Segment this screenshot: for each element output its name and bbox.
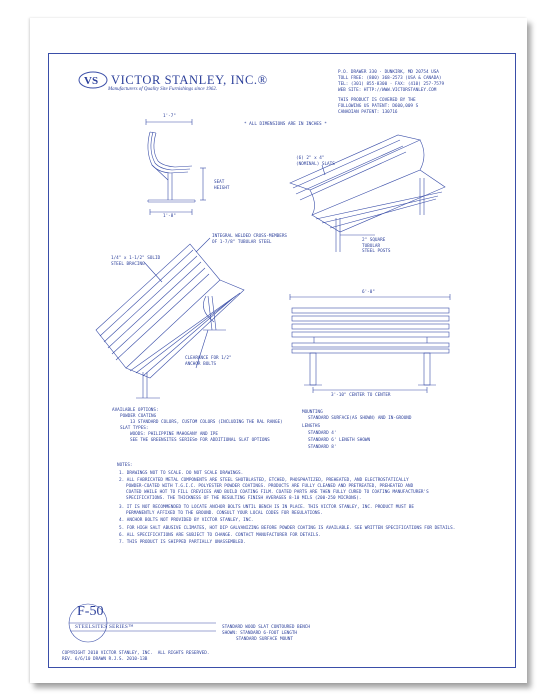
contact-web[interactable]: WEB SITE: HTTP://WWW.VICTORSTANLEY.COM: [338, 88, 437, 93]
note-5: 5. FOR HIGH SALT ABUSIVE CLIMATES, HOT DIP GALVANIZING BEFORE POWDER COATING IS AVAILABLE. SEE WRITTEN SPECIFICATIONS FOR DETAILS.: [119, 526, 456, 531]
seat-height-label: SEAT HEIGHT: [214, 180, 230, 191]
note-2c: COATED WHILE HOT TO FILL CREVICES AND BUILD COATING FILM. COATED PARTS ARE THEN FULLY CURED TO COATING MANUFACTURER'S: [126, 490, 429, 495]
product-series: STEELSITES SERIES™: [75, 624, 134, 630]
notes-title: NOTES:: [117, 463, 133, 468]
description-line-2: SHOWN: STANDARD 6-FOOT LENGTH: [222, 631, 298, 636]
options-line-1: POWDER COATING: [120, 414, 157, 419]
company-tagline: Manufacturers of Quality Site Furnishings since 1962.: [108, 87, 218, 92]
options-line-4: WOODS: PHILIPPINE MAHOGANY AND IPE: [130, 432, 218, 437]
side-base-dimension: 1'-8": [163, 214, 176, 219]
side-view-drawing: [146, 119, 206, 215]
company-logo-icon: [79, 72, 107, 88]
front-view-drawing: [290, 294, 450, 393]
dimensions-note: * ALL DIMENSIONS ARE IN INCHES *: [244, 122, 327, 127]
note-4: 4. ANCHOR BOLTS NOT PROVIDED BY VICTOR STANLEY, INC.: [119, 518, 254, 523]
posts-label: 2" SQUARE TUBULAR STEEL POSTS: [362, 238, 391, 255]
copyright-text: COPYRIGHT 2010 VICTOR STANLEY, INC. ALL RIGHTS RESERVED.: [62, 651, 210, 656]
note-7: 7. THIS PRODUCT IS SHIPPED PARTIALLY UNASSEMBLED.: [119, 540, 246, 545]
company-name: VICTOR STANLEY, INC.®: [111, 73, 268, 87]
note-1: 1. DRAWINGS NOT TO SCALE. DO NOT SCALE DRAWINGS.: [119, 471, 244, 476]
perspective-view-drawing: [290, 135, 445, 252]
note-3a: 3. IT IS NOT RECOMMENDED TO LOCATE ANCHOR BOLTS UNTIL BENCH IS IN PLACE. THIS VICTOR STANLEY, INC. PRODUCT MUST BE: [119, 505, 414, 510]
description-line-3: STANDARD SURFACE MOUNT: [236, 637, 293, 642]
model-number: F-50: [77, 604, 104, 619]
slats-label: (6) 2" x 4" (NOMINAL) SLATS: [296, 156, 335, 167]
note-2b: POWDER-COATED WITH T.G.I.C. POLYESTER POWDER COATINGS. PRODUCTS ARE FULLY CLEANED AND PRETREATED, PREHEATED AND: [126, 484, 414, 489]
contact-toll-free: TOLL FREE: (800) 368-2573 (USA & CANADA): [338, 76, 442, 81]
revision-text: REV. 6/6/10 DRAWN R.J.S. 2010-13B: [62, 657, 148, 662]
cross-members-label: INTEGRAL WELDED CROSS-MEMBERS OF 1-7/8" TUBULAR STEEL: [212, 234, 288, 245]
note-3b: PERMANENTLY AFFIXED TO THE GROUND. CONSULT YOUR LOCAL CODES FOR REGULATIONS.: [126, 511, 323, 516]
note-2a: 2. ALL FABRICATED METAL COMPONENTS ARE STEEL SHOTBLASTED, ETCHED, PHOSPHATIZED, PREHEATED, AND ELECTROSTATICALLY: [119, 478, 409, 483]
front-center-dimension: 3'-10" CENTER TO CENTER: [331, 393, 391, 398]
svg-text:VS: VS: [84, 75, 99, 87]
bracing-label: 1/4" x 1-1/2" SOLID STEEL BRACING: [111, 256, 161, 267]
front-width-dimension: 6'-0": [362, 290, 375, 295]
length-6ft: STANDARD 6' LENGTH SHOWN: [308, 438, 371, 443]
lengths-title: LENGTHS: [302, 424, 321, 429]
patent-line-3: CANADIAN PATENT: 130716: [338, 110, 398, 115]
mounting-title: MOUNTING: [302, 410, 323, 415]
length-4ft: STANDARD 4': [308, 431, 337, 436]
options-title: AVAILABLE OPTIONS:: [112, 408, 159, 413]
side-width-dimension: 1'-7": [163, 114, 176, 119]
length-8ft: STANDARD 8': [308, 445, 337, 450]
options-line-5: SEE THE GREENSITES SERIES® FOR ADDITIONAL SLAT OPTIONS: [130, 438, 270, 443]
mounting-line-1: STANDARD SURFACE(AS SHOWN) AND IN-GROUND: [308, 416, 412, 421]
options-line-3: SLAT TYPES:: [120, 426, 149, 431]
patent-line-1: THIS PRODUCT IS COVERED BY THE: [338, 98, 416, 103]
clearance-label: CLEARANCE FOR 1/2" ANCHOR BOLTS: [185, 356, 232, 367]
patent-line-2: FOLLOWING US PATENT: D600,009 S: [338, 104, 419, 109]
contact-address: P.O. DRAWER 330 · DUNKIRK, MD 20754 USA: [338, 70, 439, 75]
description-line-1: STANDARD WOOD SLAT CONTOURED BENCH: [222, 625, 310, 630]
note-6: 6. ALL SPECIFICATIONS ARE SUBJECT TO CHANGE. CONTACT MANUFACTURER FOR DETAILS.: [119, 533, 321, 538]
contact-tel: TEL: (301) 855-8300 · FAX: (410) 257-7579: [338, 82, 445, 87]
note-2d: SPECIFICATIONS. THE THICKNESS OF THE RESULTING FINISH AVERAGES 8-10 MILS (200-250 MICRONS).: [126, 496, 362, 501]
options-line-2: 13 STANDARD COLORS, CUSTOM COLORS (INCLUDING THE RAL RANGE): [130, 420, 283, 425]
